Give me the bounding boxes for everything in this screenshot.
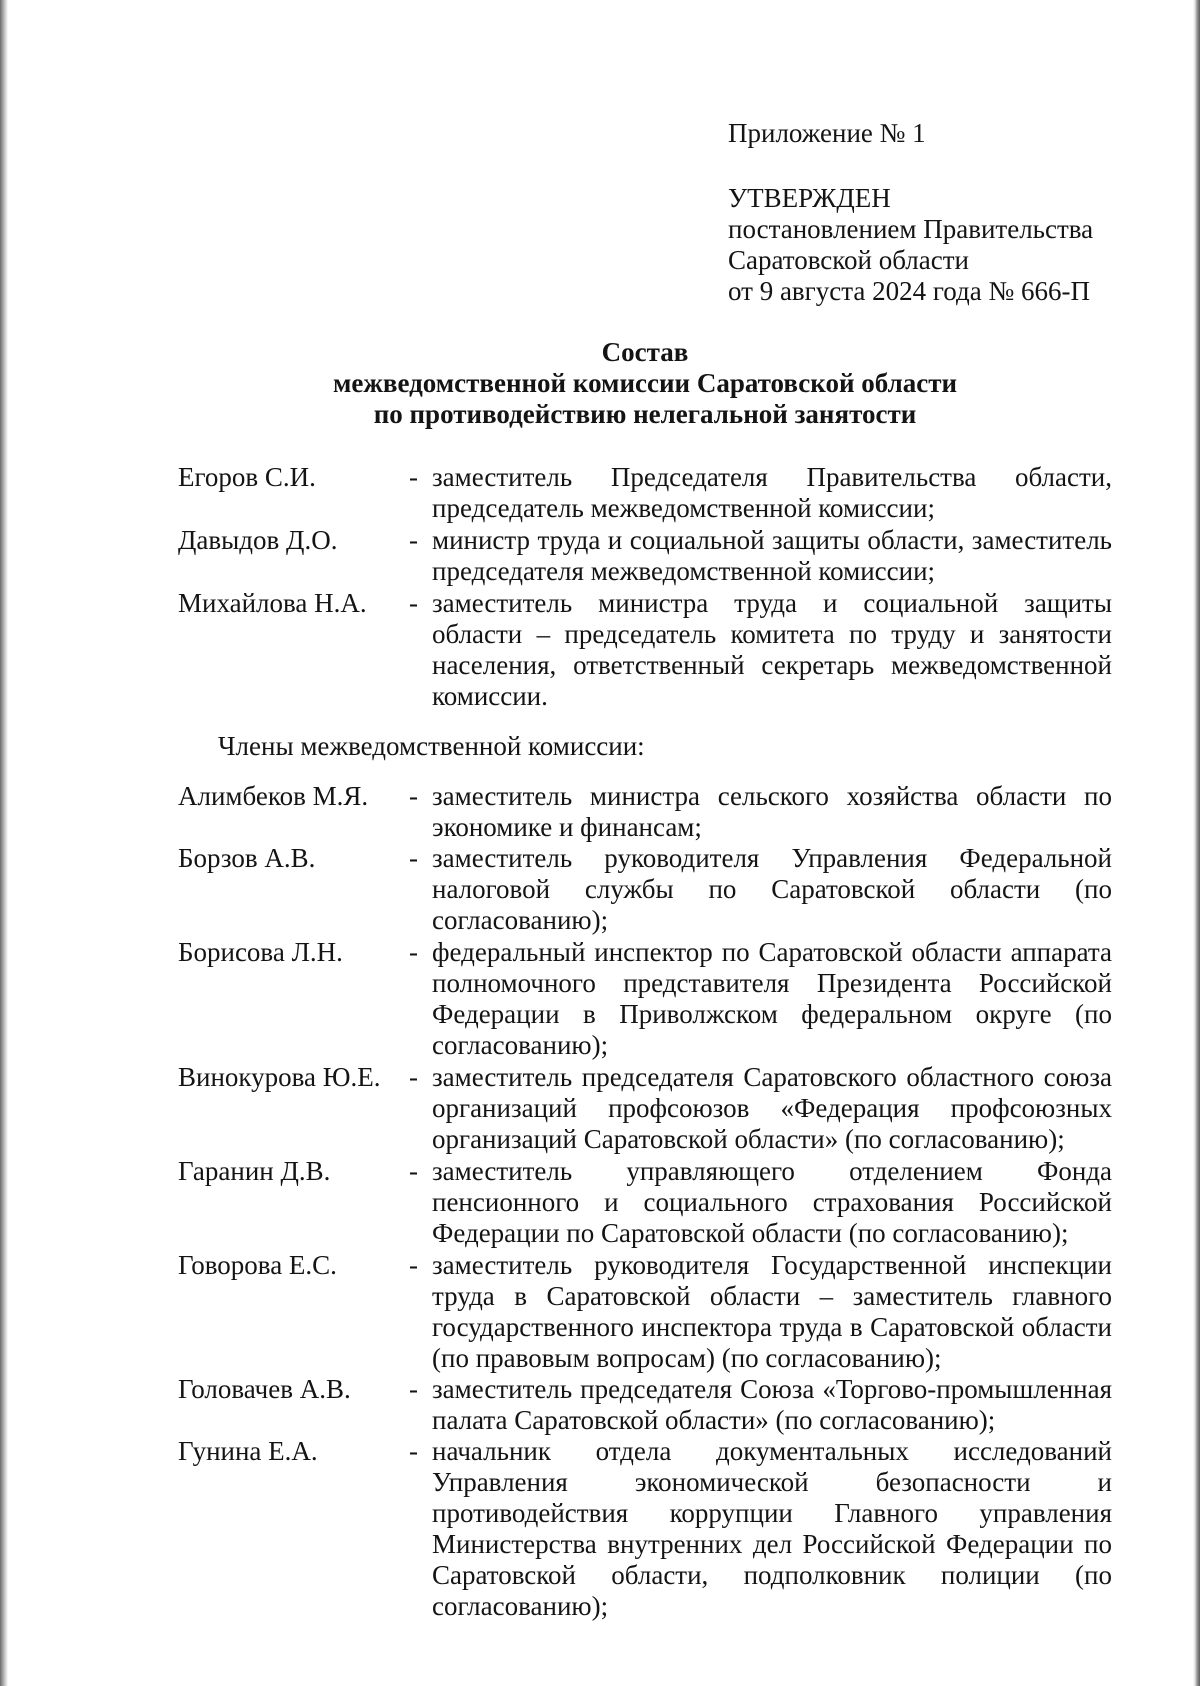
person-name: Гунина Е.А. <box>178 1436 318 1466</box>
dash: - <box>409 1062 418 1092</box>
person-name: Головачев А.В. <box>178 1374 351 1404</box>
dash: - <box>409 1250 418 1280</box>
person-role: заместитель управляющего отделением Фонда пенсионного и социального страхования Российской Федерации по Саратовской области (по согласованию); <box>432 1156 1112 1248</box>
approval-line-3: от 9 августа 2024 года № 666-П <box>728 276 1090 306</box>
person-role: заместитель министра труда и социальной защиты области – председатель комитета по труду и занятости населения, ответственный секретарь межведомственной комиссии. <box>432 588 1112 711</box>
document-title <box>150 337 1140 430</box>
dash: - <box>409 525 418 555</box>
approval-block <box>728 118 1093 307</box>
approval-line-2: Саратовской области <box>728 245 969 275</box>
person-role: заместитель председателя Саратовского областного союза организаций профсоюзов «Федерация профсоюзных организаций Саратовской области» (по согласованию); <box>432 1062 1112 1154</box>
person-role: заместитель председателя Союза «Торгово-промышленная палата Саратовской области» (по согласованию); <box>432 1374 1112 1435</box>
person-name: Давыдов Д.О. <box>178 525 338 555</box>
person-name: Гаранин Д.В. <box>178 1156 331 1186</box>
person-name: Винокурова Ю.Е. <box>178 1062 381 1092</box>
person-role: заместитель руководителя Государственной инспекции труда в Саратовской области – заместитель главного государственного инспектора труда в Саратовской области (по правовым вопросам) (по согласованию); <box>432 1250 1112 1373</box>
approval-stamp: УТВЕРЖДЕН <box>728 183 891 213</box>
title-line-2: межведомственной комиссии Саратовской области <box>332 368 958 398</box>
person-name: Говорова Е.С. <box>178 1250 337 1280</box>
members-heading: Члены межведомственной комиссии: <box>218 731 645 761</box>
person-name: Егоров С.И. <box>178 462 316 492</box>
dash: - <box>409 1156 418 1186</box>
dash: - <box>409 1436 418 1466</box>
scan-edge-left <box>0 0 8 1686</box>
person-name: Борзов А.В. <box>178 843 316 873</box>
dash: - <box>409 588 418 618</box>
dash: - <box>409 937 418 967</box>
person-name: Борисова Л.Н. <box>178 937 343 967</box>
scan-edge-right <box>1193 0 1200 1686</box>
person-role: заместитель министра сельского хозяйства области по экономике и финансам; <box>432 781 1112 842</box>
person-name: Алимбеков М.Я. <box>178 781 369 811</box>
title-line-1: Состав <box>601 337 689 367</box>
title-line-3: по противодействию нелегальной занятости <box>373 399 917 429</box>
dash: - <box>409 462 418 492</box>
approval-line-1: постановлением Правительства <box>728 214 1094 244</box>
person-role: заместитель руководителя Управления Федеральной налоговой службы по Саратовской области (по согласованию); <box>432 843 1112 935</box>
annex-number: Приложение № 1 <box>728 118 926 148</box>
person-role: федеральный инспектор по Саратовской области аппарата полномочного представителя Президента Российской Федерации в Приволжском федеральном округе (по согласованию); <box>432 937 1112 1060</box>
dash: - <box>409 1374 418 1404</box>
person-role: министр труда и социальной защиты области, заместитель председателя межведомственной комиссии; <box>432 525 1112 586</box>
person-role: начальник отдела документальных исследований Управления экономической безопасности и противодействия коррупции Главного управления Министерства внутренних дел Российской Федерации по Саратовской области, подполковник полиции (по согласованию); <box>432 1436 1112 1621</box>
dash: - <box>409 781 418 811</box>
dash: - <box>409 843 418 873</box>
person-role: заместитель Председателя Правительства области, председатель межведомственной комиссии; <box>432 462 1112 523</box>
person-name: Михайлова Н.А. <box>178 588 367 618</box>
